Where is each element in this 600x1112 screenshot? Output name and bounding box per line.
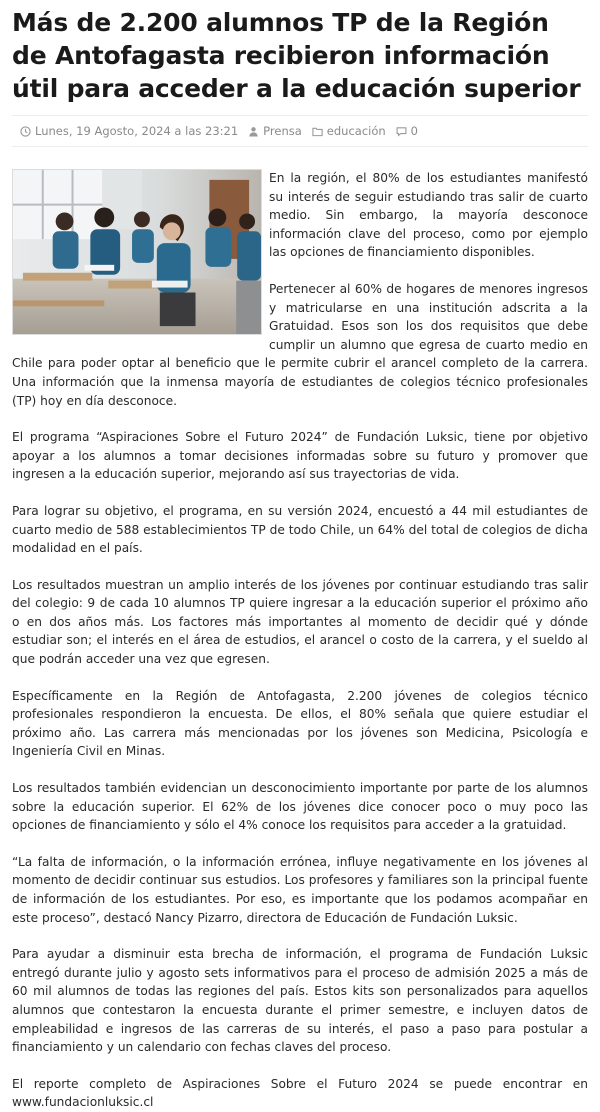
article-meta-bar [12, 115, 588, 147]
article-title: Más de 2.200 alumnos TP de la Región de Antofagasta recibieron información útil para acceder a la educación superior [12, 8, 581, 103]
article-photo [12, 169, 262, 335]
paragraph-7: Los resultados también evidencian un desconocimiento importante por parte de los alumnos sobre la educación superior. El 62% de los jóvenes dice conocer poco o muy poco las opciones de financiamiento y sólo el 4% conoce los requisitos para acceder a la gratuidad. [12, 781, 588, 833]
user-icon [248, 126, 259, 137]
clock-icon [20, 126, 31, 137]
paragraph-4: Para lograr su objetivo, el programa, en su versión 2024, encuestó a 44 mil estudiantes de cuarto medio de 588 establecimientos TP de todo Chile, un 64% del total de colegios de dicha modalidad en el país. [12, 503, 588, 556]
paragraph-10: El reporte completo de Aspiraciones Sobre el Futuro 2024 se puede encontrar en www.fundacionluksic.cl [12, 1076, 588, 1110]
folder-icon [312, 126, 323, 137]
comment-icon [396, 126, 407, 137]
meta-author-link[interactable]: Prensa [263, 124, 302, 138]
paragraph-8: “La falta de información, o la información errónea, influye negativamente en los jóvenes al momento de decidir continuar sus estudios. Los profesores y familiares son la principal fuente de información de los estudiantes. Por eso, es importante que los podamos acompañar en este proceso”, destacó Nancy Pizarro, directora de Educación de Fundación Luksic. [12, 854, 588, 925]
paragraph-9: Para ayudar a disminuir esta brecha de información, el programa de Fundación Luksic entregó durante julio y agosto sets informativos para el proceso de admisión 2025 a más de 60 mil alumnos de todas las regiones del país. Estos kits son personalizados para aquellos alumnos que contestaron la encuesta durante el primer semestre, e incluyen datos de empleabilidad e ingresos de las carreras de su interés, el paso a paso para postular a financiamiento y un calendario con fechas claves del proceso. [12, 947, 588, 1055]
students-classroom-photo [13, 170, 261, 334]
paragraph-1: En la región, el 80% de los estudiantes manifestó su interés de seguir estudiando tras salir de cuarto medio. Sin embargo, la mayoría desconoce información clave del proceso, como por ejemplo las opciones de financiamiento disponibles. [269, 171, 588, 260]
meta-category[interactable] [312, 124, 386, 138]
meta-date [20, 124, 238, 138]
article-body [12, 169, 588, 1112]
paragraph-6: Específicamente en la Región de Antofagasta, 2.200 jóvenes de colegios técnico profesionales respondieron la encuesta. De ellos, el 80% señala que quiere estudiar el próximo año. Las carrera más mencionadas por los jóvenes son Medicina, Psicología e Ingeniería Civil en Minas. [12, 688, 588, 759]
meta-category-link[interactable]: educación [326, 124, 386, 138]
paragraph-5: Los resultados muestran un amplio interés de los jóvenes por continuar estudiando tras salir del colegio: 9 de cada 10 alumnos TP quiere ingresar a la educación superior el próximo año o en dos años más. Los factores más importantes al momento de decidir qué y dónde estudiar son; el interés en el área de estudios, el arancel o costo de la carrera, y el sueldo al que podrán acceder una vez que egresen. [12, 577, 588, 667]
meta-comments[interactable] [396, 124, 418, 138]
paragraph-3: El programa “Aspiraciones Sobre el Futuro 2024” de Fundación Luksic, tiene por objetivo apoyar a los alumnos a tomar decisiones informadas sobre su futuro y promover que ingresen a la educación superior, mejorando así sus trayectorias de vida. [12, 430, 588, 482]
meta-comments-count[interactable]: 0 [410, 124, 418, 138]
meta-author[interactable] [248, 124, 302, 138]
paragraph-2: Pertenecer al 60% de hogares de menores ingresos y matricularse en una institución adscrita a la Gratuidad. Esos son los dos requisitos que debe cumplir un alumno que egresa de cuarto medio en Chile para poder optar al beneficio que le permite cubrir el arancel completo de la carrera. Una información que la inmensa mayoría de estudiantes de colegios técnico profesionales (TP) hoy en día desconoce. [12, 281, 588, 408]
meta-date-text: Lunes, 19 Agosto, 2024 a las 23:21 [35, 124, 239, 138]
